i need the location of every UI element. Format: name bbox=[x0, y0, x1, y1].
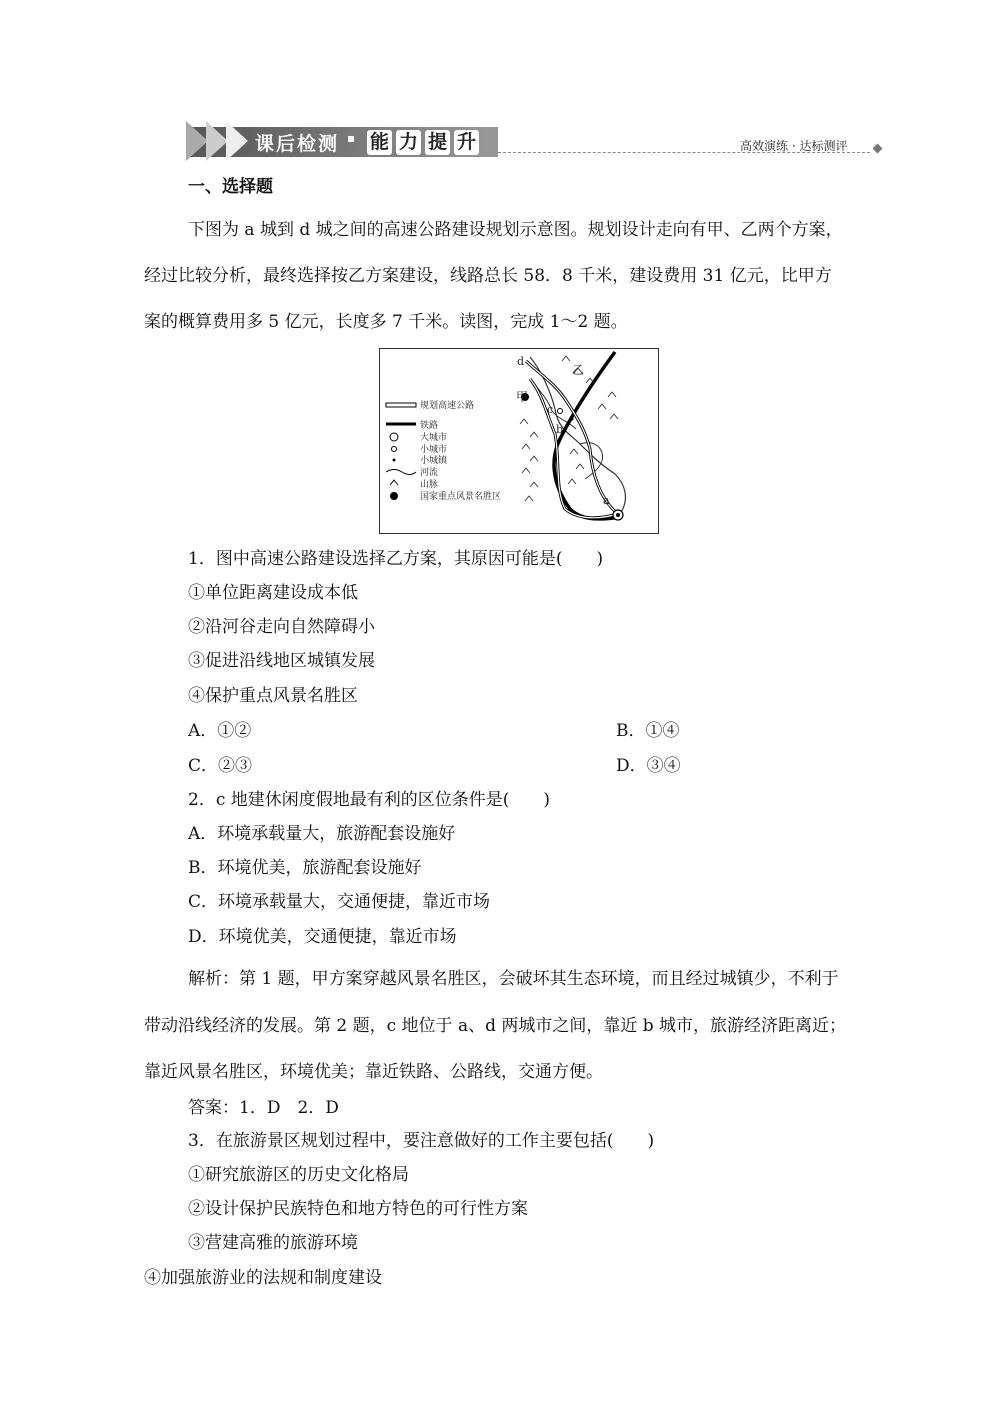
map-legend bbox=[386, 399, 501, 502]
q2-option-b: B．环境优美，旅游配套设施好 bbox=[188, 858, 422, 878]
legend-small-city-symbol bbox=[392, 447, 397, 452]
analysis-line-1: 解析：第 1 题，甲方案穿越风景名胜区，会破坏其生态环境，而且经过城镇少，不利于 bbox=[188, 969, 839, 989]
legend-river-symbol bbox=[386, 470, 416, 475]
chevron-icon bbox=[186, 121, 208, 161]
q1-option-a: A．①② bbox=[188, 721, 252, 741]
map-label-b: b bbox=[556, 423, 564, 436]
legend-label: 铁路 bbox=[420, 421, 439, 431]
header-dot: ▪ bbox=[347, 131, 356, 145]
q3-item: ②设计保护民族特色和地方特色的可行性方案 bbox=[188, 1199, 528, 1219]
small-city-icon bbox=[558, 409, 563, 414]
header-box-2: 力 bbox=[396, 130, 421, 155]
q2-option-d: D．环境优美，交通便捷，靠近市场 bbox=[188, 927, 457, 947]
legend-town-symbol bbox=[393, 459, 396, 462]
legend-label: 规划高速公路 bbox=[420, 401, 475, 411]
answer-line: 答案：1．D 2．D bbox=[188, 1098, 339, 1118]
intro-line-1: 下图为 a 城到 d 城之间的高速公路建设规划示意图。规划设计走向有甲、乙两个方案， bbox=[188, 220, 843, 240]
q1-item: ②沿河谷走向自然障碍小 bbox=[188, 617, 375, 637]
header-box-1: 能 bbox=[367, 130, 392, 155]
q1-item: ①单位距离建设成本低 bbox=[188, 583, 358, 603]
q3-stem: 3．在旅游景区规划过程中，要注意做好的工作主要包括( ) bbox=[188, 1131, 655, 1151]
analysis-line-2: 带动沿线经济的发展。第 2 题，c 地位于 a、d 两城市之间，靠近 b 城市，旅游经济距离近； bbox=[144, 1016, 847, 1036]
q2-stem: 2．c 地建休闲度假地最有利的区位条件是( ) bbox=[188, 790, 551, 810]
header-box-4: 升 bbox=[454, 130, 479, 155]
river bbox=[530, 357, 625, 514]
intro-line-3: 案的概算费用多 5 亿元，长度多 7 千米。读图，完成 1～2 题。 bbox=[144, 312, 628, 332]
legend-label: 小城镇 bbox=[420, 456, 448, 466]
section-title: 一、选择题 bbox=[188, 177, 273, 197]
map-label-yi: 乙 bbox=[572, 363, 585, 377]
q2-option-a: A．环境承载量大，旅游配套设施好 bbox=[188, 824, 456, 844]
q3-item: ①研究旅游区的历史文化格局 bbox=[188, 1165, 409, 1185]
town-icon bbox=[571, 418, 574, 421]
header-title: 课后检测 bbox=[255, 133, 340, 155]
legend-label: 山脉 bbox=[420, 480, 439, 490]
q1-option-b: B．①④ bbox=[616, 721, 680, 741]
q1-item: ③促进沿线地区城镇发展 bbox=[188, 651, 375, 671]
header-box-3: 提 bbox=[425, 130, 450, 155]
legend-label: 小城市 bbox=[420, 445, 448, 455]
legend-big-city-symbol bbox=[390, 433, 398, 441]
legend-label: 大城市 bbox=[420, 433, 448, 443]
diamond-icon bbox=[873, 144, 883, 154]
q1-option-d: D．③④ bbox=[616, 756, 681, 776]
q1-item: ④保护重点风景名胜区 bbox=[188, 686, 358, 706]
q1-stem: 1．图中高速公路建设选择乙方案，其原因可能是( ) bbox=[188, 549, 604, 569]
map-label-jia: 甲 bbox=[516, 390, 529, 404]
map-svg bbox=[380, 349, 658, 533]
big-city-center bbox=[616, 513, 620, 517]
q1-option-c: C．②③ bbox=[188, 756, 253, 776]
q2-option-c: C．环境承载量大，交通便捷，靠近市场 bbox=[188, 892, 491, 912]
legend-scenic-symbol bbox=[390, 492, 398, 500]
chevron-icon bbox=[226, 121, 248, 161]
header-subtitle: 高效演练 · 达标测评 bbox=[740, 139, 848, 153]
map-label-a: a bbox=[603, 494, 610, 507]
mountain-icons bbox=[520, 356, 618, 501]
highway-planning-map bbox=[379, 348, 659, 534]
legend-highway-symbol bbox=[386, 403, 416, 407]
analysis-line-3: 靠近风景名胜区，环境优美；靠近铁路、公路线，交通方便。 bbox=[144, 1062, 603, 1082]
q3-item-4: ④加强旅游业的法规和制度建设 bbox=[144, 1268, 382, 1288]
legend-label: 河流 bbox=[420, 468, 439, 478]
q3-item: ③营建高雅的旅游环境 bbox=[188, 1233, 358, 1253]
map-label-c: c bbox=[547, 403, 554, 416]
map-label-d: d bbox=[517, 355, 525, 368]
intro-line-2: 经过比较分析，最终选择按乙方案建设，线路总长 58．8 千米，建设费用 31 亿元，比甲方 bbox=[144, 266, 832, 286]
chevron-icon bbox=[206, 121, 228, 161]
legend-label: 国家重点风景名胜区 bbox=[420, 492, 502, 502]
legend-mountain-symbol bbox=[390, 480, 398, 485]
